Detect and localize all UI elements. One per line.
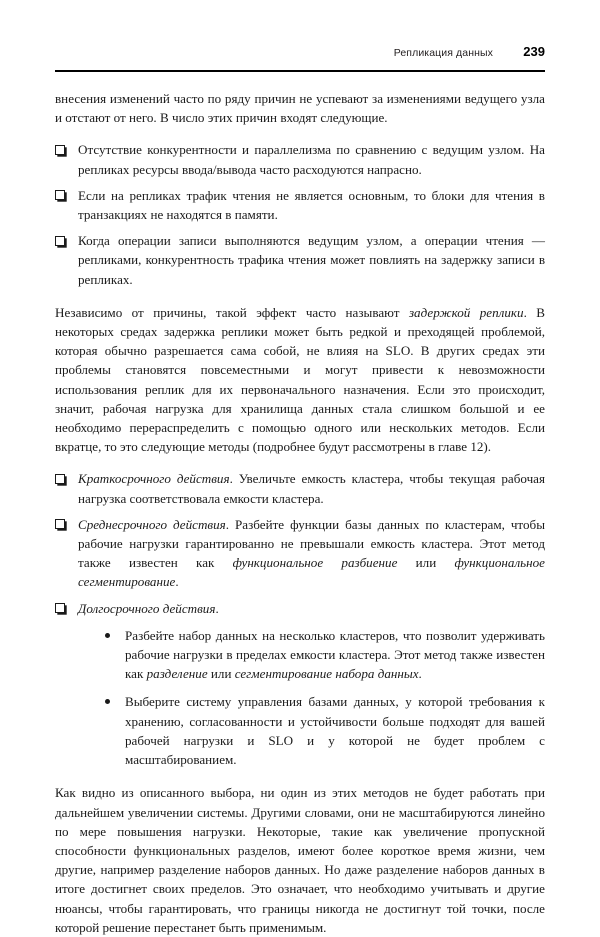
square-bullet-icon [55, 603, 65, 613]
replica-lag-paragraph [55, 303, 545, 457]
lag-term-italic: задержкой реплики [408, 304, 524, 320]
list-item [55, 140, 545, 178]
list-item [101, 626, 545, 684]
subitem-term-dataset-segmentation: сегментирование набора данных [234, 666, 419, 682]
page-number: 239 [523, 44, 545, 59]
method-conjunction: или [397, 555, 455, 571]
subitem-text-tail: . [418, 666, 422, 682]
methods-list [55, 469, 545, 769]
list-item [55, 599, 545, 770]
closing-paragraph: Как видно из описанного выбора, ни один из этих методов не будет работать при дальнейшем увеличении системы. Другими словами, они не масштабируются линейно по мере повышения нагрузки. Некоторые, такие как увеличение пропускной способности функциональных разделов, имеют более короткое время жизни, чем другие, например разделение наборов данных. Но даже разделение наборов данных в итоге достигнет своих пределов. Это означает, что необходимо учитывать и другие нюансы, чтобы гарантировать, что границы никогда не достигнут той точки, после которой решение перестанет быть применимым. [55, 785, 545, 935]
method-lead-short-term: Краткосрочного действия [78, 471, 230, 487]
long-term-sublist [78, 626, 545, 769]
list-item [55, 469, 545, 507]
round-bullet-icon [105, 699, 110, 704]
method-lead-mid-term: Среднесрочного действия [78, 516, 226, 532]
list-item [55, 186, 545, 224]
square-bullet-icon [55, 190, 65, 200]
header-divider-rule [55, 70, 545, 72]
list-item-text: Когда операции записи выполняются ведущим узлом, а операции чтения — репликами, конкурентность трафика чтения может повлиять на задержку записи в репликах. [78, 233, 545, 287]
round-bullet-icon [105, 633, 110, 638]
intro-paragraph: внесения изменений часто по ряду причин не успевают за изменениями ведущего узла и отстают от него. В число этих причин входят следующие. [55, 91, 545, 126]
method-term-functional-partitioning: функциональное разбиение [232, 555, 398, 571]
method-text-short-term: . Увеличьте емкость кластера, чтобы текущая рабочая нагрузка соответствовала емкости кластера. [78, 471, 545, 506]
running-head [55, 44, 545, 59]
subitem-text-part1: Выберите систему управления базами данных, у которой требования к хранению, согласованности и устойчивости больше подходят для вашей рабочей нагрузки и SLO и у которой не будет проблем с масштабированием. [125, 694, 545, 768]
list-item-text: Отсутствие конкурентности и параллелизма по сравнению с ведущим узлом. На репликах ресурсы ввода/вывода часто расходуются напрасно. [78, 142, 545, 177]
list-item-text: Если на репликах трафик чтения не является основным, то блоки для чтения в транзакциях не находятся в памяти. [78, 187, 545, 223]
method-term-functional-segmentation: функциональное сегментирование [78, 555, 545, 590]
method-text-long-term: . [215, 600, 219, 616]
reason-list [55, 140, 545, 288]
square-bullet-icon [55, 474, 65, 484]
square-bullet-icon [55, 145, 65, 155]
page-content [55, 89, 545, 937]
method-text-mid-term: . Разбейте функции базы данных по кластерам, чтобы рабочие нагрузки гарантированно не превышали емкость кластера. Этот метод также известен как [78, 516, 545, 571]
list-item [55, 231, 545, 289]
subitem-term-sharding: разделение [146, 666, 208, 682]
running-head-title: Репликация данных [393, 47, 493, 59]
method-lead-long-term: Долгосрочного действия [78, 600, 216, 616]
list-item [101, 692, 545, 769]
square-bullet-icon [55, 236, 65, 246]
square-bullet-icon [55, 519, 65, 529]
subitem-conjunction: или [207, 666, 235, 682]
lag-text-part1: Независимо от причины, такой эффект часто называют [55, 304, 409, 320]
method-text-tail: . [175, 574, 179, 590]
subitem-text-part1: Разбейте набор данных на несколько кластеров, что позволит удерживать рабочие нагрузки в пределах емкости кластера. Этот метод также известен как [125, 627, 545, 682]
list-item [55, 515, 545, 592]
lag-text-part2: . В некоторых средах задержка реплики может быть редкой и преходящей проблемой, которая обычно разрешается сама собой, не влияя на SLO. В других средах эти проблемы становятся повсеместными и могут привести к невозможности использования реплик для их первоначального назначения. Если это происходит, значит, рабочая нагрузка для хранилища данных стала слишком большой и ее необходимо перераспределить с помощью одного или нескольких методов. Если вкратце, то это следующие методы (подробнее будут рассмотрены в главе 12). [55, 304, 546, 455]
